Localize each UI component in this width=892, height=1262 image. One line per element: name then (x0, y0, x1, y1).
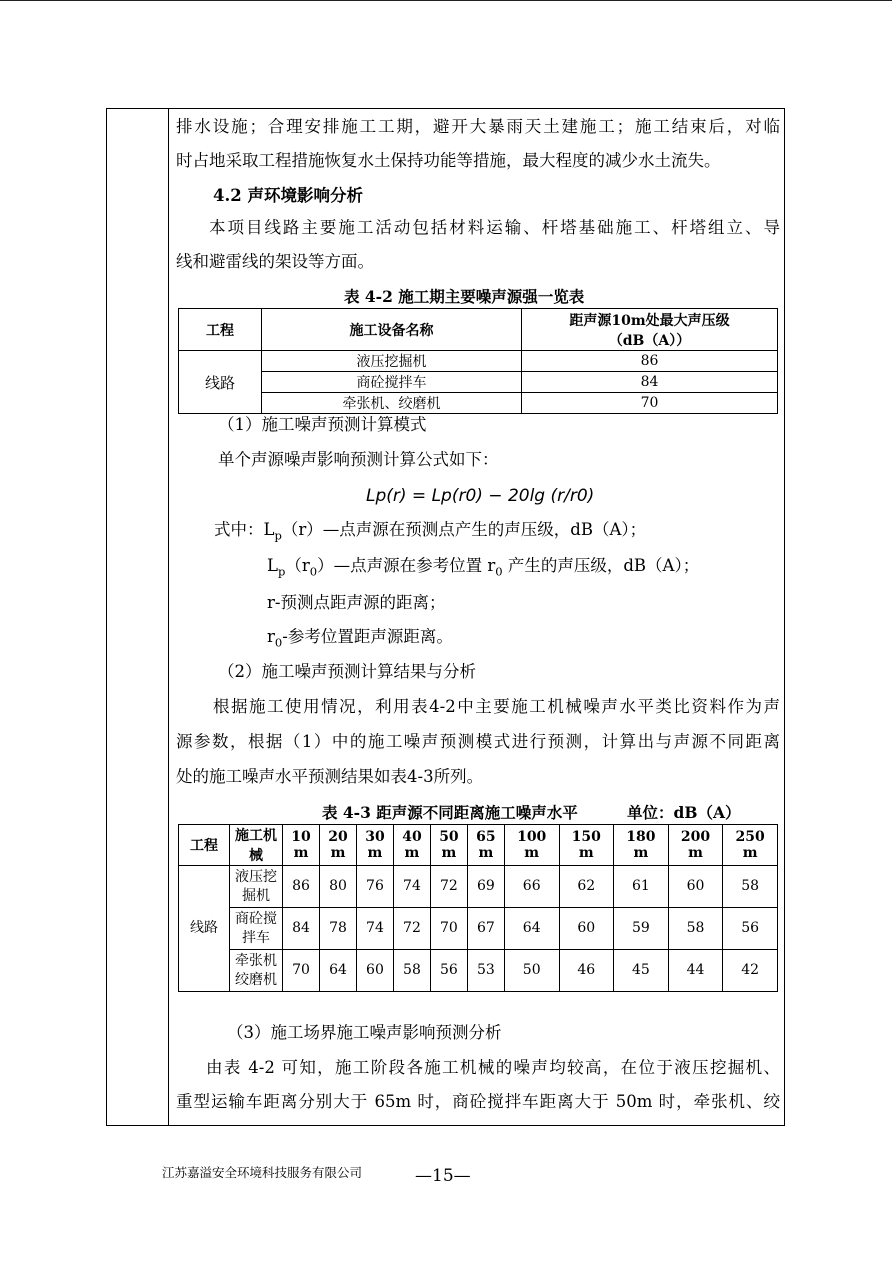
paragraph-line: 重型运输车距离分别大于 65m 时，商砼搅拌车距离大于 50m 时，牵张机、绞 (176, 1092, 780, 1111)
value-cell: 60 (356, 950, 393, 992)
value-cell: 60 (559, 908, 614, 950)
paragraph-line: 由表 4-2 可知，施工阶段各施工机械的噪声均较高，在位于液压挖掘机、 (206, 1058, 780, 1077)
distance-value: 20 (328, 829, 348, 845)
top-border-line (0, 0, 892, 1)
header-distance (504, 825, 559, 866)
value-cell: 78 (319, 908, 356, 950)
value-cell: 56 (430, 950, 467, 992)
distance-unit: m (367, 845, 383, 861)
machine-cell (230, 908, 283, 950)
def-sub: 0 (309, 564, 318, 579)
distance-unit: m (478, 845, 494, 861)
value-cell: 42 (723, 950, 778, 992)
value-cell: 50 (504, 950, 559, 992)
header-distance (356, 825, 393, 866)
machine-name-l1: 牵张机 (235, 952, 277, 969)
paragraph-line: 根据施工使用情况，利用表4-2中主要施工机械噪声水平类比资料作为声 (213, 697, 780, 716)
subsection-title: （2）施工噪声预测计算结果与分析 (218, 662, 476, 681)
distance-value: 150 (571, 829, 601, 845)
distance-unit: m (578, 845, 594, 861)
definition-line (267, 549, 699, 583)
header-distance (559, 825, 614, 866)
value-cell: 60 (668, 866, 723, 908)
value-cell: 72 (393, 908, 430, 950)
footer-company: 江苏嘉溢安全环境科技服务有限公司 (162, 1165, 363, 1180)
def-sub: 0 (274, 635, 283, 650)
distance-unit: m (330, 845, 346, 861)
distance-value: 180 (626, 829, 656, 845)
distance-value: 50 (439, 829, 459, 845)
distance-unit: m (688, 845, 703, 861)
machine-name-l2: 拌车 (242, 929, 270, 946)
footer-page-number: —15— (415, 1166, 471, 1186)
group-cell: 线路 (179, 866, 230, 992)
paragraph-line: 源参数，根据（1）中的施工噪声预测模式进行预测，计算出与声源不同距离 (176, 732, 780, 751)
header-distance (614, 825, 669, 866)
table-row (179, 866, 778, 908)
value-cell: 76 (356, 866, 393, 908)
definition-line (267, 620, 453, 654)
distance-unit: m (524, 845, 540, 861)
value-cell: 58 (668, 908, 723, 950)
table-row (179, 908, 778, 950)
def-sub: p (274, 528, 282, 543)
value-cell: 64 (504, 908, 559, 950)
subsection-title: （1）施工噪声预测计算模式 (218, 415, 427, 434)
table-4-3 (178, 824, 778, 992)
distance-value: 10 (291, 829, 311, 845)
table-row (179, 372, 778, 393)
value-cell: 86 (283, 866, 320, 908)
header-distance (283, 825, 320, 866)
equipment-cell: 液压挖掘机 (262, 351, 522, 372)
distance-value: 40 (402, 829, 422, 845)
value-cell: 70 (430, 908, 467, 950)
value-cell: 74 (393, 866, 430, 908)
equipment-cell: 牵张机、绞磨机 (262, 393, 522, 414)
def-text: ）—点声源在参考位置 r (317, 556, 496, 575)
def-text: （r (285, 556, 310, 575)
value-cell: 58 (393, 950, 430, 992)
value-cell: 64 (319, 950, 356, 992)
machine-name-l2: 掘机 (242, 887, 270, 904)
distance-value: 65 (476, 829, 496, 845)
value-cell: 58 (723, 866, 778, 908)
equipment-cell: 商砼搅拌车 (262, 372, 522, 393)
value-cell: 86 (522, 351, 778, 372)
value-cell: 74 (356, 908, 393, 950)
header-machine-l2: 械 (249, 848, 263, 864)
def-sub: p (277, 564, 286, 579)
header-equipment: 施工设备名称 (262, 309, 522, 351)
table-header-row (179, 825, 778, 866)
formula-text: Lp(r) = Lp(r0) − 20lg (r/r0) (366, 486, 595, 506)
distance-value: 200 (680, 829, 711, 845)
table-header-row (179, 309, 778, 351)
table-4-2-caption: 表 4-2 施工期主要噪声源强一览表 (344, 287, 585, 306)
machine-name-l1: 液压挖 (235, 868, 277, 885)
value-cell: 46 (559, 950, 614, 992)
value-cell: 61 (614, 866, 669, 908)
value-cell: 59 (614, 908, 669, 950)
header-project: 工程 (179, 825, 230, 866)
value-cell: 53 (467, 950, 504, 992)
paragraph-line: 处的施工噪声水平预测结果如表4-3所列。 (176, 767, 484, 786)
paragraph-line: 本项目线路主要施工活动包括材料运输、杆塔基础施工、杆塔组立、导 (209, 218, 780, 237)
value-cell: 70 (283, 950, 320, 992)
machine-name-l1: 商砼搅 (235, 910, 277, 927)
distance-unit: m (293, 845, 309, 861)
machine-cell (230, 950, 283, 992)
table-4-3-unit: 单位：dB（A） (627, 803, 741, 822)
header-distance (319, 825, 356, 866)
def-text: L (267, 556, 278, 575)
machine-cell (230, 866, 283, 908)
header-distance (430, 825, 467, 866)
value-cell: 84 (522, 372, 778, 393)
distance-value: 100 (517, 829, 547, 845)
value-cell: 70 (522, 393, 778, 414)
value-cell: 67 (467, 908, 504, 950)
paragraph-line: 线和避雷线的架设等方面。 (176, 252, 374, 271)
distance-unit: m (404, 845, 420, 861)
value-cell: 72 (430, 866, 467, 908)
def-text: 式中：L (214, 520, 275, 539)
paragraph-line: 时占地采取工程措施恢复水土保持功能等措施，最大程度的减少水土流失。 (176, 151, 721, 170)
header-distance (723, 825, 778, 866)
paragraph-line: 单个声源噪声影响预测计算公式如下： (218, 450, 499, 469)
header-distance (668, 825, 723, 866)
table-row (179, 351, 778, 372)
header-distance (393, 825, 430, 866)
distance-value: 30 (365, 829, 385, 845)
header-distance (467, 825, 504, 866)
value-cell: 69 (467, 866, 504, 908)
value-cell: 44 (668, 950, 723, 992)
value-cell: 84 (283, 908, 320, 950)
group-cell: 线路 (179, 351, 262, 414)
distance-unit: m (441, 845, 457, 861)
distance-unit: m (742, 845, 758, 861)
header-machine (230, 825, 283, 866)
table-row (179, 950, 778, 992)
value-cell: 80 (319, 866, 356, 908)
def-text: r (267, 627, 275, 646)
def-text: 产生的声压级，dB（A）； (502, 556, 700, 575)
header-max-spl (522, 309, 778, 351)
header-machine-l1: 施工机 (235, 828, 277, 844)
definition-line (214, 513, 646, 547)
value-cell: 45 (614, 950, 669, 992)
def-text: （r）—点声源在预测点产生的声压级，dB（A）； (281, 520, 647, 539)
table-4-2 (178, 308, 778, 414)
header-max-spl-l2: （dB（A）） (608, 332, 691, 349)
header-max-spl-l1: 距声源10m处最大声压级 (569, 312, 730, 329)
distance-value: 250 (735, 829, 765, 845)
def-sub: 0 (495, 564, 503, 579)
def-text: -参考位置距声源距离。 (282, 627, 453, 646)
subsection-title: （3）施工场界施工噪声影响预测分析 (227, 1023, 502, 1042)
machine-name-l2: 绞磨机 (235, 971, 277, 988)
paragraph-line: 排水设施；合理安排施工工期，避开大暴雨天土建施工；施工结束后，对临 (176, 117, 780, 136)
value-cell: 62 (559, 866, 614, 908)
definition-line: r-预测点距声源的距离； (267, 593, 446, 612)
table-4-3-caption: 表 4-3 距声源不同距离施工噪声水平 (322, 803, 578, 822)
value-cell: 66 (504, 866, 559, 908)
header-project: 工程 (179, 309, 262, 351)
section-heading: 4.2 声环境影响分析 (213, 186, 363, 205)
value-cell: 56 (723, 908, 778, 950)
noise-formula (366, 486, 594, 506)
distance-unit: m (633, 845, 649, 861)
frame-divider (168, 108, 169, 1126)
